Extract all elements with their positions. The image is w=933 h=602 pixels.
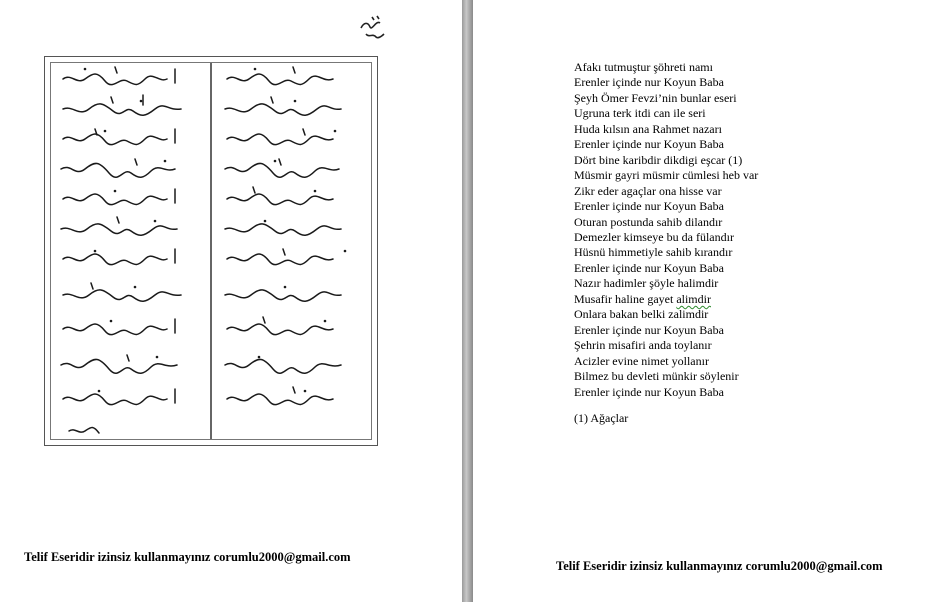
spellcheck-underlined-word: alimdir <box>676 291 711 306</box>
page-number-mark <box>358 14 388 42</box>
poem-line: Nazır hadimler şöyle halimdir <box>574 276 719 291</box>
poem-line: Müsmir gayri müsmir cümlesi heb var <box>574 168 759 183</box>
poem-line: Erenler içinde nur Koyun Baba <box>574 75 724 90</box>
poem-line: Afakı tutmuştur şöhreti namı <box>574 60 713 74</box>
poem-line: Şeyh Ömer Fevzi’nin bunlar eseri <box>574 90 737 105</box>
poem-line: Erenler içinde nur Koyun Baba <box>574 199 724 214</box>
poem-line: Erenler içinde nur Koyun Baba <box>574 322 724 337</box>
poem-line: Onlara bakan belki zalimdir <box>574 307 709 322</box>
page-divider <box>462 0 473 602</box>
poem-line: Hüsnü himmetiyle sahib kırandır <box>574 245 733 260</box>
poem-line: Dört bine karibdir dikdigi eşcar (1) <box>574 152 743 167</box>
poem-line: Erenler içinde nur Koyun Baba <box>574 260 724 275</box>
copyright-footer-right: Telif Eseridir izinsiz kullanmayınız corumlu2000@gmail.com <box>556 559 883 573</box>
poem-line: Erenler içinde nur Koyun Baba <box>574 137 724 152</box>
poem-line: Huda kılsın ana Rahmet nazarı <box>574 121 722 136</box>
poem-line: Şehrin misafiri anda toylanır <box>574 338 712 353</box>
poem-line: Zikr eder agaçlar ona hisse var <box>574 183 722 198</box>
poem-line-with-spellcheck <box>574 292 904 307</box>
manuscript-handwriting <box>45 57 379 447</box>
poem-text <box>574 60 904 400</box>
left-page <box>0 0 462 602</box>
poem-line: Oturan postunda sahib dilandır <box>574 214 723 229</box>
poem-line: Demezler kimseye bu da fülandır <box>574 229 734 244</box>
poem-line-text: Musafir haline gayet <box>574 291 677 306</box>
poem-line: Acizler evine nimet yollanır <box>574 353 709 368</box>
poem-line: Ugruna terk itdi can ile seri <box>574 106 706 121</box>
copyright-footer-left: Telif Eseridir izinsiz kullanmayınız corumlu2000@gmail.com <box>24 550 351 564</box>
poem-line: Bilmez bu devleti münkir söylenir <box>574 369 739 384</box>
manuscript-image <box>44 56 378 446</box>
poem-line: Erenler içinde nur Koyun Baba <box>574 384 724 399</box>
footnote: (1) Ağaçlar <box>574 411 629 425</box>
